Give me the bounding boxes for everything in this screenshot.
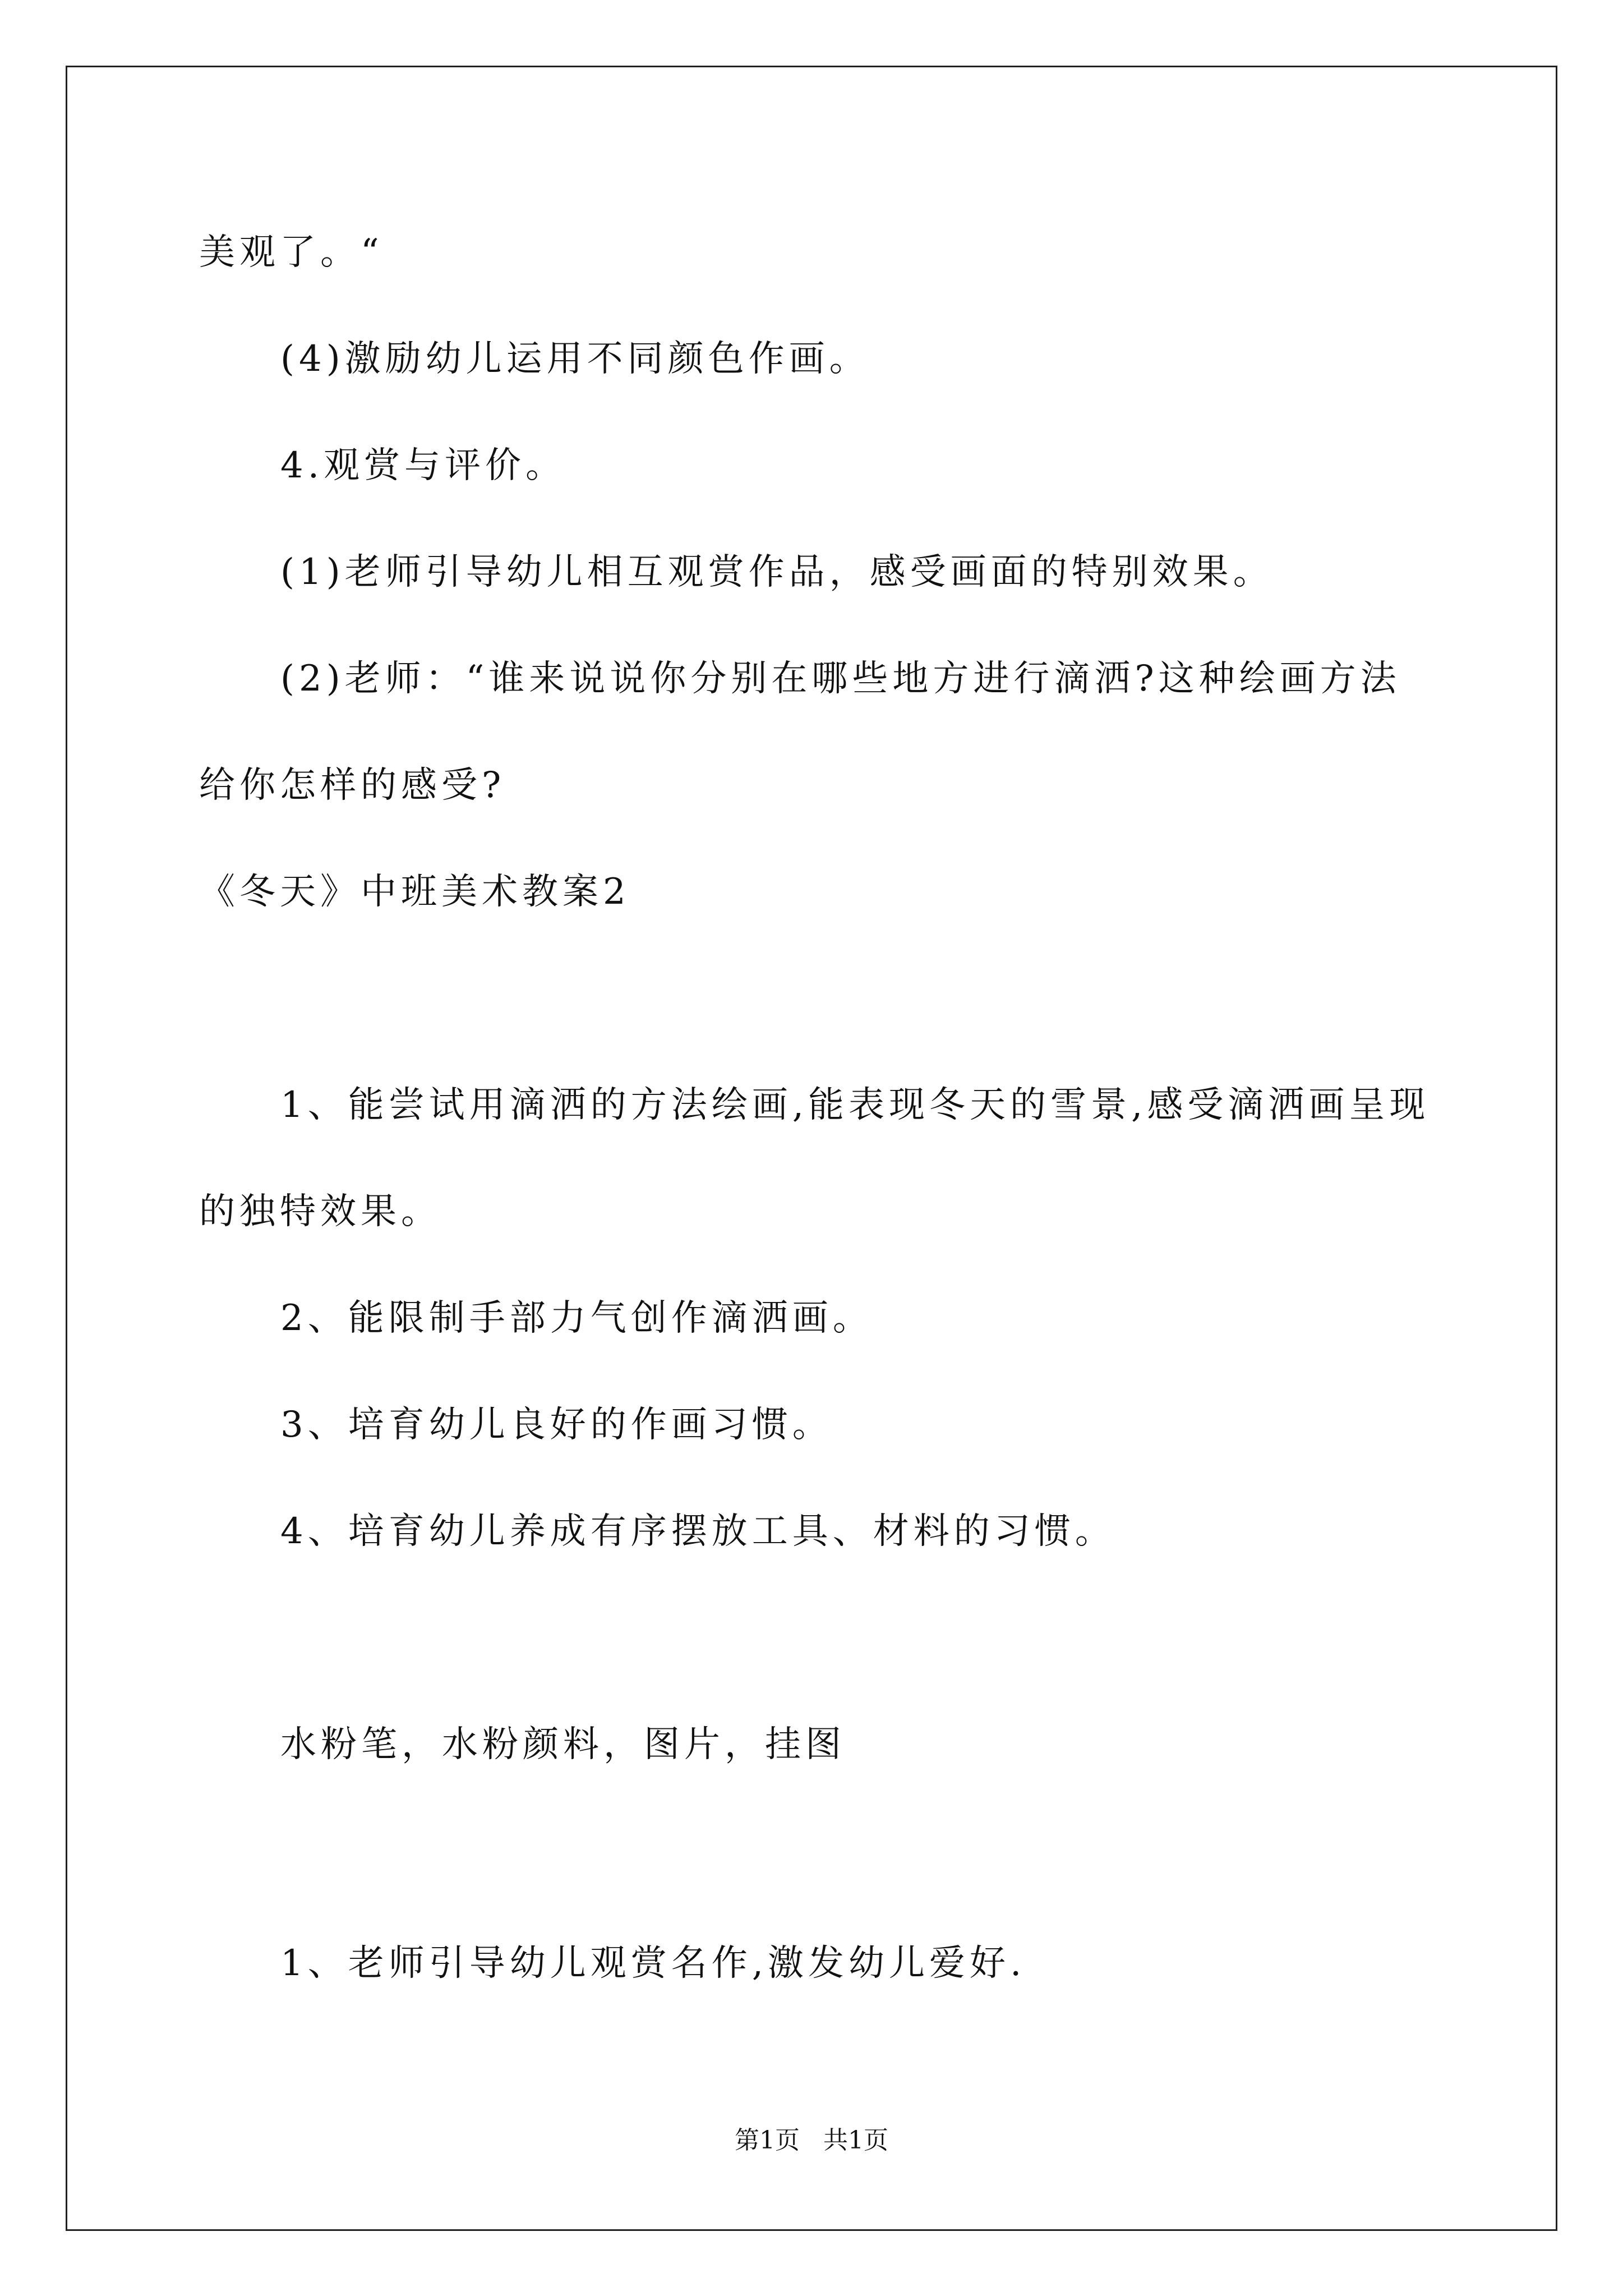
text-line: 的独特效果。 [199,1191,441,1232]
text-line: 2、能限制手部力气创作滴洒画。 [280,1297,873,1339]
text-line: (2)老师：“谁来说说你分别在哪些地方进行滴洒?这种绘画方法 [280,658,1401,700]
text-line: 1、老师引导幼儿观赏名作,激发幼儿爱好. [280,1943,1026,1984]
text-line: 给你怎样的感受? [199,765,506,806]
text-line: 3、培育幼儿良好的作画习惯。 [280,1404,833,1446]
text-line: 水粉笔，水粉颜料，图片，挂图 [280,1724,846,1765]
text-line: 4.观赏与评价。 [280,445,566,486]
text-line: 4、培育幼儿养成有序摆放工具、材料的习惯。 [280,1511,1115,1552]
page-footer: 第1页 共1页 [735,2126,888,2155]
text-line: 1、能尝试用滴洒的方法绘画,能表现冬天的雪景,感受滴洒画呈现 [280,1084,1430,1126]
page-border [66,66,1557,2231]
section-heading: 《冬天》中班美术教案2 [199,871,630,913]
text-line: (4)激励幼儿运用不同颜色作画。 [280,338,870,380]
text-line: 美观了。“ [199,232,384,273]
text-line: (1)老师引导幼儿相互观赏作品，感受画面的特别效果。 [280,551,1274,593]
